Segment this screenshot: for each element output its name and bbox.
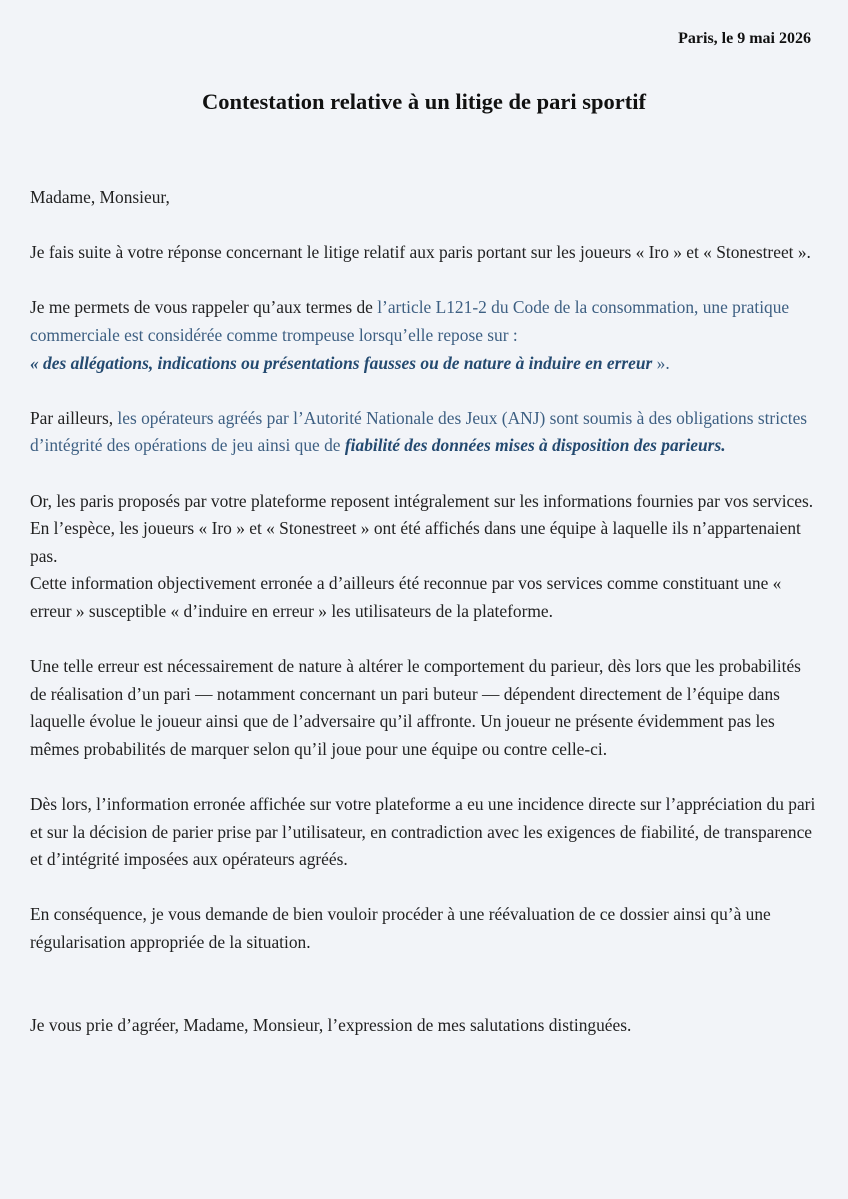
paragraph-request: En conséquence, je vous demande de bien vouloir procéder à une réévaluation de ce dossier ainsi qu’à une régularisation appropriée de la situation. xyxy=(30,904,771,953)
letter-title: Contestation relative à un litige de pari sportif xyxy=(202,89,646,114)
paragraph-legal-reminder xyxy=(30,294,820,377)
quote-close: ». xyxy=(652,352,670,373)
anj-emphasis: fiabilité des données mises à disposition des parieurs. xyxy=(344,435,726,456)
anj-intro: Par ailleurs, xyxy=(30,407,118,428)
closing-salutation: Je vous prie d’agréer, Madame, Monsieur, l’expression de mes salutations distinguées. xyxy=(30,1014,632,1035)
paragraph-context: Je fais suite à votre réponse concernant le litige relatif aux paris portant sur les joueurs « Iro » et « Stonestreet ». xyxy=(30,242,811,263)
paragraph-impact: Une telle erreur est nécessairement de nature à altérer le comportement du parieur, dès lors que les probabilités de réalisation d’un pari — notamment concernant un pari buteur — dépendent directement de l’équipe dans laquelle évolue le joueur ainsi que de l’adversaire qu’il affronte. Un joueur ne présente évidemment pas les mêmes probabilités de marquer selon qu’il joue pour une équipe ou contre celle-ci. xyxy=(30,656,801,759)
legal-reference: l’article L121-2 du Code de la consommation, une pratique commerciale est considérée comme trompeuse lorsqu’elle repose sur : xyxy=(30,297,790,345)
legal-intro: Je me permets de vous rappeler qu’aux termes de xyxy=(30,297,378,318)
legal-quote: des allégations, indications ou présentations fausses ou de nature à induire en erreur xyxy=(43,352,653,373)
facts-line-2: Cette information objectivement erronée a d’ailleurs été reconnue par vos services comme constituant une « erreur » susceptible « d’induire en erreur » les utilisateurs de la plateforme. xyxy=(30,573,782,621)
quote-open: « xyxy=(30,352,44,373)
paragraph-facts xyxy=(30,488,820,626)
paragraph-anj xyxy=(30,405,820,460)
anj-reference: les opérateurs agréés par l’Autorité Nationale des Jeux (ANJ) sont soumis à des obligations strictes d’intégrité des opérations de jeu ainsi que de xyxy=(30,407,808,456)
facts-line-1: Or, les paris proposés par votre plateforme reposent intégralement sur les informations fournies par vos services. En l’espèce, les joueurs « Iro » et « Stonestreet » ont été affichés dans une équipe à laquelle ils n’appartenaient pas. xyxy=(30,490,814,566)
paragraph-consequence: Dès lors, l’information erronée affichée sur votre plateforme a eu une incidence directe sur l’appréciation du pari et sur la décision de parier prise par l’utilisateur, en contradiction avec les exigences de fiabilité, de transparence et d’intégrité imposées aux opérateurs agréés. xyxy=(30,794,816,870)
greeting: Madame, Monsieur, xyxy=(30,187,170,207)
letter-date: Paris, le 9 mai 2026 xyxy=(678,30,811,47)
letter-body xyxy=(30,184,820,1067)
